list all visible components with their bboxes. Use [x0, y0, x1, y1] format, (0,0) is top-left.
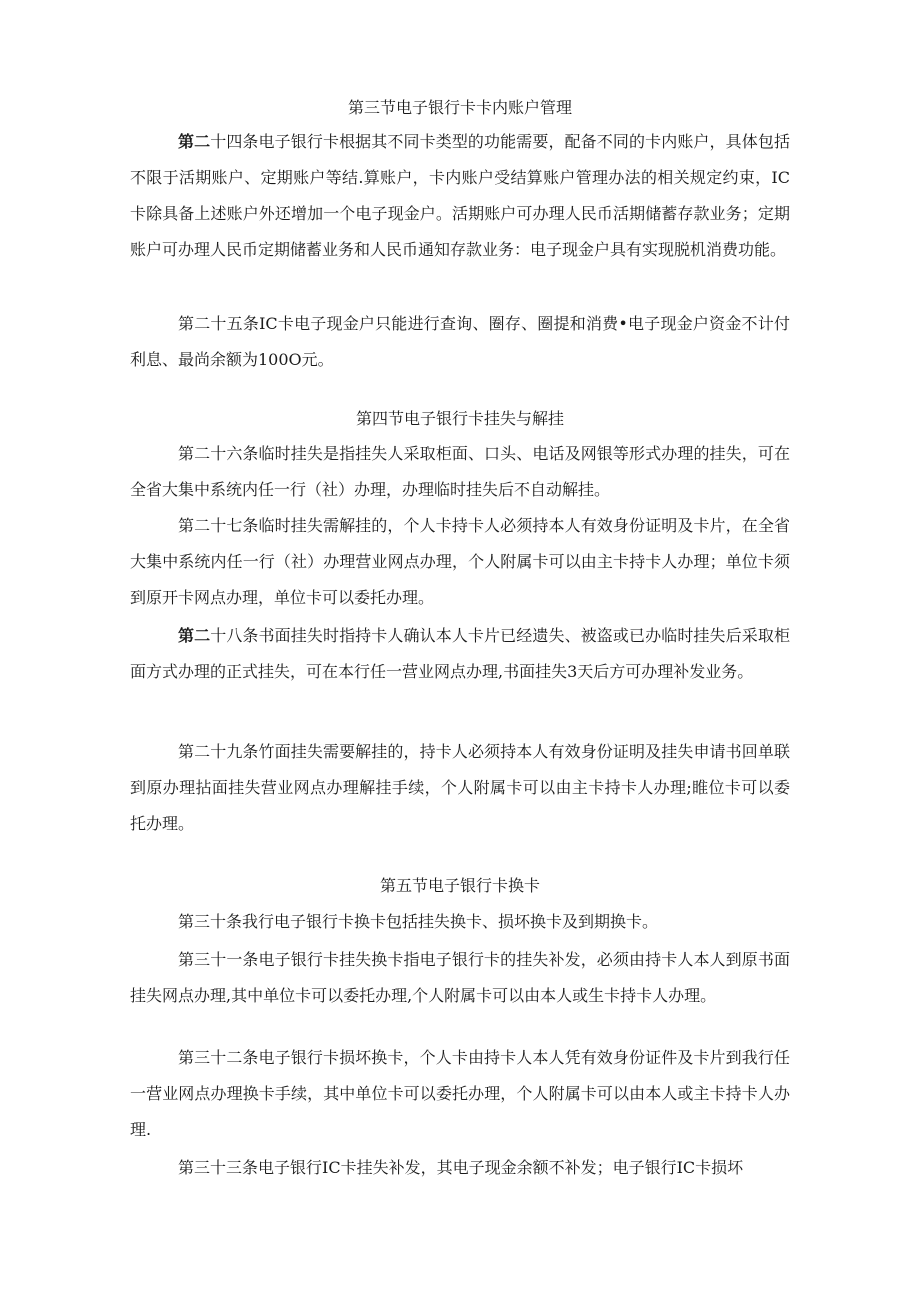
article-31: 第三十一条电子银行卡挂失换卡指电子银行卡的挂失补发，必须由持卡人本人到原书面挂失网点办理,其中单位卡可以委托办理,个人附属卡可以由本人或生卡持卡人办理。 — [130, 950, 790, 1005]
article-26: 第二十六条临时挂失是指挂失人采取柜面、口头、电话及网银等形式办理的挂失，可在全省大集中系统内任一行（社）办理，办理临时挂失后不自动解挂。 — [130, 444, 790, 499]
article-24-text: 十四条电子银行卡根据其不同卡类型的功能需要，配备不同的卡内账户，具体包括不限于活期账户、定期账户等结.算账户，卡内账户受结算账户管理办法的相关规定约束，IC卡除具备上述账户外还增加一个电子现金户。活期账户可办理人民币活期储蓄存款业务；定期账户可办理人民币定期储蓄业务和人民币通知存款业务：电子现金户具有实现脱机消费功能。 — [130, 132, 790, 259]
article-24-lead: 第二 — [178, 132, 211, 151]
article-25: 第二十五条IC卡电子现金户只能进行查询、圈存、圈提和消费•电子现金户资金不计付利息、最尚余额为100O元。 — [130, 314, 790, 369]
article-29: 第二十九条竹面挂失需要解挂的，持卡人必须持本人有效身份证明及挂失申请书回单联到原办理拈面挂失营业网点办理解挂手续，个人附属卡可以由主卡持卡人办理;睢位卡可以委托办理。 — [130, 742, 790, 833]
article-28-lead: 第二 — [178, 626, 211, 645]
section-heading-4: 第四节电子银行卡挂失与解挂 — [355, 409, 564, 428]
article-30: 第三十条我行电子银行卡换卡包括挂失换卡、损坏换卡及到期换卡。 — [178, 912, 659, 931]
article-24 — [130, 124, 790, 268]
article-33: 第三十三条电子银行IC卡挂失补发，其电子现金余额不补发；电子银行IC卡损坏 — [178, 1158, 744, 1177]
section-heading-3: 第三节电子银行卡卡内账户管理 — [347, 98, 572, 117]
article-27: 第二十七条临时挂失需解挂的，个人卡持卡人必须持本人有效身份证明及卡片，在全省大集中系统内任一行（社）办理营业网点办理，个人附属卡可以由主卡持卡人办理；单位卡须到原开卡网点办理，单位卡可以委托办理。 — [130, 516, 790, 607]
article-32: 第三十二条电子银行卡损坏换卡，个人卡由持卡人本人凭有效身份证件及卡片到我行任一营业网点办理换卡手续，其中单位卡可以委托办理，个人附属卡可以由本人或主卡持卡人办理. — [130, 1048, 790, 1139]
section-heading-5: 第五节电子银行卡换卡 — [379, 876, 540, 895]
article-28 — [130, 618, 790, 690]
article-28-text: 十八条书面挂失时指持卡人确认本人卡片已经遗失、被盗或已办临时挂失后采取柜面方式办理的正式挂失，可在本行任一营业网点办理,书面挂失3天后方可办理补发业务。 — [130, 626, 790, 681]
